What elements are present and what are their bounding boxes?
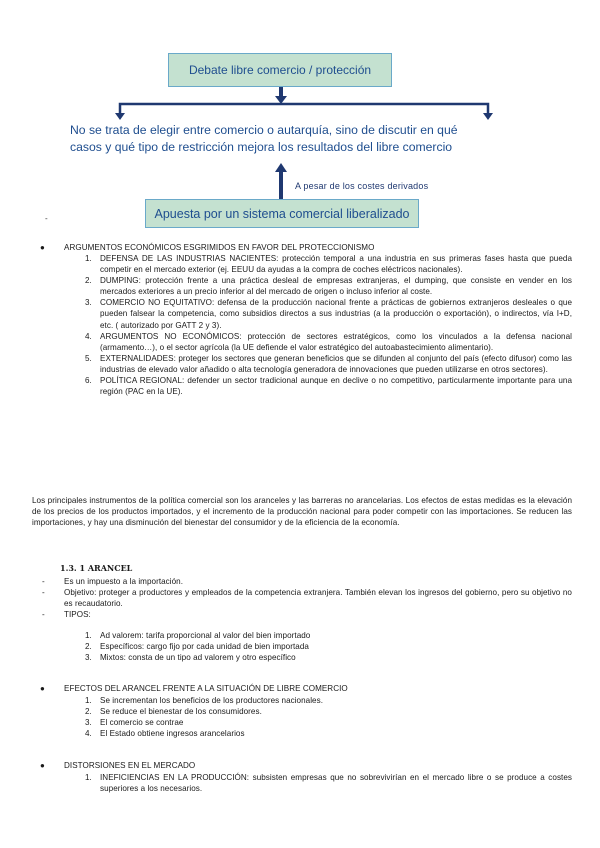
- list-item-text: Objetivo: proteger a productores y empleados de la competencia extranjera. También elevan los ingresos del gobierno, pero su objetivo no es recaudatorio.: [64, 588, 572, 609]
- arguments-title: ARGUMENTOS ECONÓMICOS ESGRIMIDOS EN FAVOR DEL PROTECCIONISMO: [64, 243, 375, 252]
- liberalized-system-box: [145, 199, 419, 228]
- list-item: [42, 609, 572, 620]
- stray-mark: -: [45, 214, 48, 223]
- list-item: [85, 375, 572, 397]
- list-item-text: Es un impuesto a la importación.: [64, 577, 184, 586]
- top-bracket: [120, 104, 488, 115]
- list-item: [85, 728, 572, 739]
- debate-box: [168, 53, 392, 87]
- distorsiones-list: [85, 772, 572, 794]
- tipos-list: [85, 630, 572, 663]
- list-item-text: Específicos: cargo fijo por cada unidad de bien importada: [100, 642, 309, 652]
- list-item-number: 2.: [85, 707, 92, 717]
- protection-debate-diagram: [0, 0, 600, 232]
- list-item: [85, 353, 572, 375]
- list-item: [85, 695, 572, 706]
- list-item-text: INEFICIENCIAS EN LA PRODUCCIÓN: subsisten empresas que no sobrevivirían en el mercado libre o se produce a costes superiores a los necesarios.: [100, 773, 572, 794]
- list-item: [85, 717, 572, 728]
- list-item-number: 2.: [85, 276, 92, 286]
- list-item-text: El comercio se contrae: [100, 718, 184, 728]
- list-item: [85, 275, 572, 297]
- up-arrow-head: [275, 163, 287, 172]
- list-item: [85, 706, 572, 717]
- arancel-list: [42, 576, 572, 620]
- list-item-text: ARGUMENTOS NO ECONÓMICOS: protección de sectores estratégicos, como los vinculados a la defensa nacional (armamento…), o el sector agrícola (la UE defiende el valor estratégico del autoabastecimiento alimentario).: [100, 331, 572, 352]
- distorsiones-heading: [40, 760, 195, 771]
- dash-marker: -: [42, 610, 45, 620]
- list-item: [85, 652, 572, 663]
- efectos-title: EFECTOS DEL ARANCEL FRENTE A LA SITUACIÓN DE LIBRE COMERCIO: [64, 684, 348, 693]
- list-item-number: 1.: [85, 696, 92, 705]
- dash-marker: -: [42, 577, 45, 586]
- list-item-number: 5.: [85, 353, 92, 363]
- list-item-number: 1.: [85, 773, 92, 782]
- dash-marker: -: [42, 588, 45, 598]
- list-item: [42, 576, 572, 587]
- list-item-number: 4.: [85, 331, 92, 341]
- list-item-text: COMERCIO NO EQUITATIVO: defensa de la producción nacional frente a prácticas de gobiernos extranjeros desleales o que pueden falsear la competencia, como subsidios directos a sus industrias (a la producción o exportación), o indirectos, vía I+D, etc. ( autorizado por GATT 2 y 3).: [100, 298, 572, 330]
- list-item-text: Mixtos: consta de un tipo ad valorem y otro específico: [100, 653, 296, 663]
- bullet-icon: ●: [40, 684, 45, 693]
- list-item-number: 1.: [85, 254, 92, 263]
- bracket-right-arrowhead: [483, 113, 493, 120]
- list-item: [85, 297, 572, 330]
- diagram-main-text: [70, 122, 530, 156]
- list-item: [85, 630, 572, 641]
- bullet-icon: ●: [40, 243, 45, 252]
- instruments-paragraph: Los principales instrumentos de la política comercial son los aranceles y las barreras no arancelarias. Los efectos de estas medidas es la elevación de los precios de los productos importados, y el incremento de la producción nacional para poder competir con las importaciones. Se reducen las importaciones, y hay una disminución del bienestar del consumidor y de la eficiencia de la economía.: [32, 496, 572, 528]
- list-item-text: DEFENSA DE LAS INDUSTRIAS NACIENTES: protección temporal a una industria en sus primeras fases hasta que pueda competir en el mercado exterior (ej. EEUU da ayudas a la compra de coches eléctricos nacionales).: [100, 254, 572, 275]
- list-item: [85, 253, 572, 275]
- list-item: [85, 331, 572, 353]
- diagram-main-line-1: No se trata de elegir entre comercio o autarquía, sino de discutir en qué: [70, 123, 458, 137]
- list-item-number: 6.: [85, 376, 92, 386]
- list-item-text: El Estado obtiene ingresos arancelarios: [100, 729, 245, 739]
- list-item-text: EXTERNALIDADES: proteger los sectores que generan beneficios que se difunden al conjunto del país (efecto difusor) como las industrias de elevado valor añadido o alta tecnología generadora de innovaciones que pueden utilizarse en otros sectores).: [100, 353, 572, 374]
- list-item-text: TIPOS:: [64, 610, 91, 620]
- arancel-heading: 1.3. 1 ARANCEL: [60, 563, 133, 573]
- diagram-arrows: [0, 0, 600, 232]
- list-item-text: DUMPING: protección frente a una práctica desleal de empresas extranjeras, el dumping, que consiste en vender en los mercados exteriores a un precio inferior al del mercado de origen o incluso inferior al coste.: [100, 276, 572, 297]
- distorsiones-title: DISTORSIONES EN EL MERCADO: [64, 761, 196, 770]
- list-item-number: 4.: [85, 729, 92, 739]
- list-item-number: 3.: [85, 298, 92, 308]
- list-item-text: Se incrementan los beneficios de los productores nacionales.: [100, 696, 324, 705]
- list-item-text: Ad valorem: tarifa proporcional al valor del bien importado: [100, 631, 311, 640]
- list-item: [85, 641, 572, 652]
- list-item: [42, 587, 572, 609]
- diagram-note: A pesar de los costes derivados: [295, 181, 429, 191]
- liberalized-system-label: Apuesta por un sistema comercial liberalizado: [154, 206, 410, 221]
- list-item-text: Se reduce el bienestar de los consumidores.: [100, 707, 262, 717]
- list-item-number: 3.: [85, 718, 92, 728]
- diagram-main-line-2: casos y qué tipo de restricción mejora los resultados del libre comercio: [70, 140, 453, 154]
- list-item: [85, 772, 572, 794]
- efectos-list: [85, 695, 572, 739]
- bullet-icon: ●: [40, 761, 45, 770]
- arguments-list: [85, 253, 572, 397]
- arguments-heading: [40, 242, 374, 253]
- list-item-number: 1.: [85, 631, 92, 640]
- efectos-heading: [40, 683, 348, 694]
- list-item-text: POLÍTICA REGIONAL: defender un sector tradicional aunque en declive o no competitivo, particularmente importante para una región (PAC en la UE).: [100, 376, 572, 397]
- debate-box-label: Debate libre comercio / protección: [188, 63, 372, 77]
- bracket-left-arrowhead: [115, 113, 125, 120]
- list-item-number: 3.: [85, 653, 92, 663]
- list-item-number: 2.: [85, 642, 92, 652]
